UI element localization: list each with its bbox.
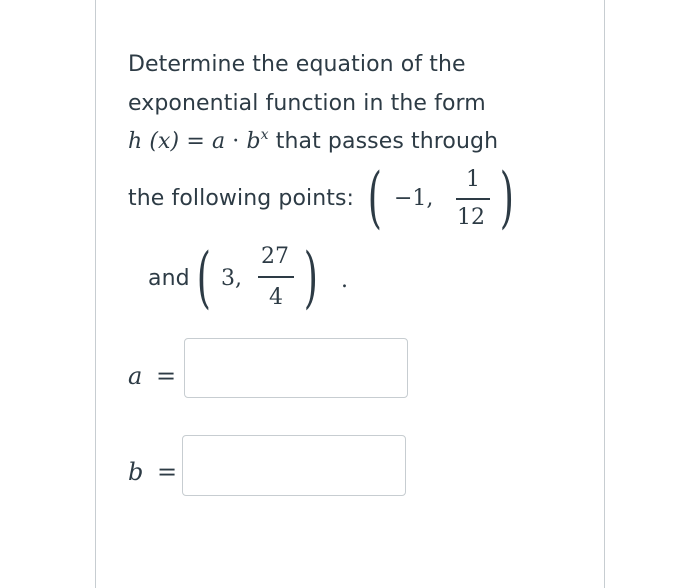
- question-line-3-rest: that passes through: [268, 129, 499, 154]
- a-label: [128, 362, 176, 390]
- formula-exponent: x: [260, 127, 269, 143]
- formula-equals: =: [179, 129, 212, 154]
- point1-denominator: 12: [457, 205, 485, 230]
- formula-b: b: [246, 129, 261, 154]
- b-equals: =: [157, 458, 178, 486]
- and-text: and: [148, 266, 190, 291]
- question-line-1: Determine the equation of the: [128, 52, 466, 77]
- question-line-3: [128, 129, 498, 154]
- point1-fraction-bar: [456, 198, 490, 200]
- question-panel: [95, 0, 605, 588]
- point2-numerator: 27: [261, 244, 289, 269]
- formula-lhs: h (x): [128, 129, 180, 154]
- point1-close-paren: ): [499, 159, 514, 236]
- b-label: [128, 458, 177, 486]
- formula: [128, 129, 269, 154]
- formula-dot: ·: [225, 129, 247, 154]
- point2-denominator: 4: [269, 285, 283, 310]
- point1-open-paren: (: [367, 159, 382, 236]
- formula-a: a: [211, 129, 226, 154]
- a-equals: =: [155, 362, 177, 390]
- period: .: [341, 268, 348, 293]
- b-variable: b: [128, 458, 144, 486]
- point2-close-paren: ): [303, 239, 318, 316]
- question-line-4: the following points:: [128, 186, 355, 211]
- point2-x: 3,: [221, 266, 242, 291]
- a-variable: a: [128, 362, 143, 390]
- point1-x: −1,: [394, 186, 434, 211]
- b-answer-input[interactable]: [182, 435, 406, 496]
- point2-open-paren: (: [196, 239, 211, 316]
- point2-fraction-bar: [258, 276, 294, 278]
- point1-numerator: 1: [466, 167, 480, 192]
- question-line-2: exponential function in the form: [128, 91, 486, 116]
- a-answer-input[interactable]: [184, 338, 408, 398]
